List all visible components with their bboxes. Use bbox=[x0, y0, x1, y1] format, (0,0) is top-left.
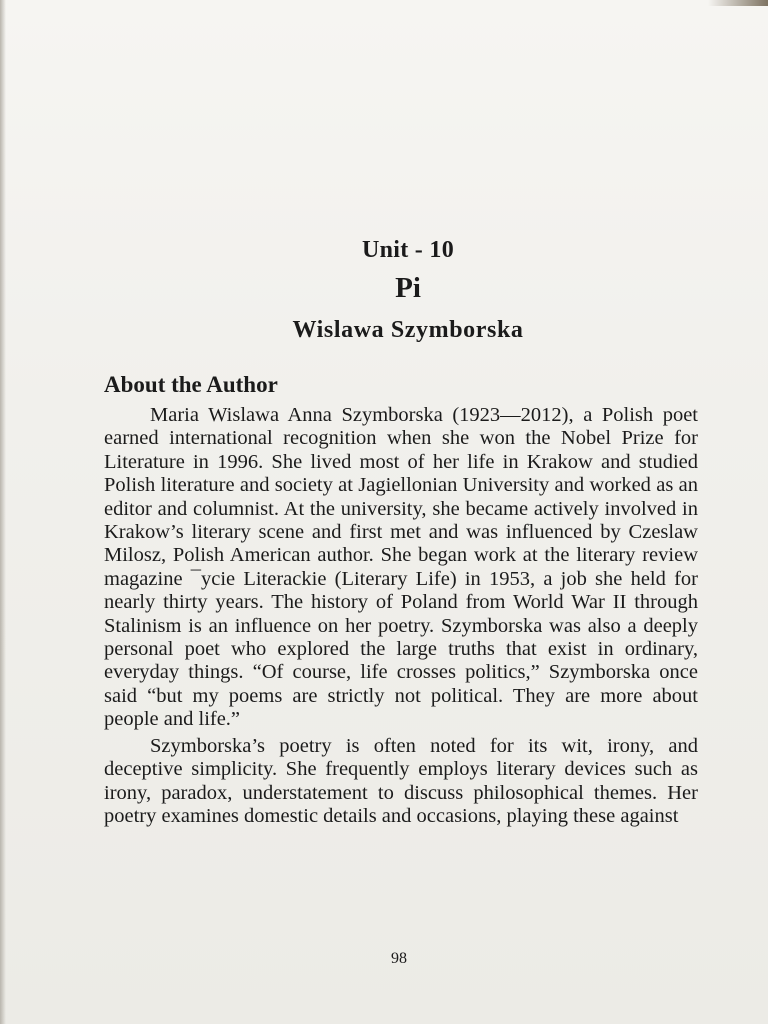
page-edge-shadow bbox=[0, 0, 6, 1024]
paragraph: Szymborska’s poetry is often noted for its wit, irony, and deceptive simplicity. She frequently employs literary devices such as irony, paradox, understatement to discuss philosophical themes. Her poetry examines domestic details and occasions, playing these against bbox=[104, 734, 698, 827]
page-corner-shadow bbox=[708, 0, 768, 6]
unit-title: Unit - 10 bbox=[361, 237, 455, 263]
poem-title: Pi bbox=[395, 272, 421, 304]
paragraph: Maria Wislawa Anna Szymborska (1923—2012), a Polish poet earned international recognition when she won the Nobel Prize for Literature in 1996. She lived most of her life in Krakow and studied Polish literature and society at Jagiellonian University and worked as an editor and columnist. At the university, she became actively involved in Krakow’s literary scene and first met and was influenced by Czeslaw Milosz, Polish American author. She began work at the literary review magazine ¯ycie Literackie (Literary Life) in 1953, a job she held for nearly thirty years. The history of Poland from World War II through Stalinism is an influence on her poetry. Szymborska was also a deeply personal poet who explored the large truths that exist in ordinary, everyday things. “Of course, life crosses politics,” Szymborska once said “but my poems are strictly not political. They are more about people and life.” bbox=[104, 404, 698, 731]
body-text bbox=[104, 404, 698, 828]
author-name: Wislawa Szymborska bbox=[292, 317, 524, 343]
section-heading: About the Author bbox=[104, 372, 278, 397]
page-number: 98 bbox=[391, 950, 407, 967]
